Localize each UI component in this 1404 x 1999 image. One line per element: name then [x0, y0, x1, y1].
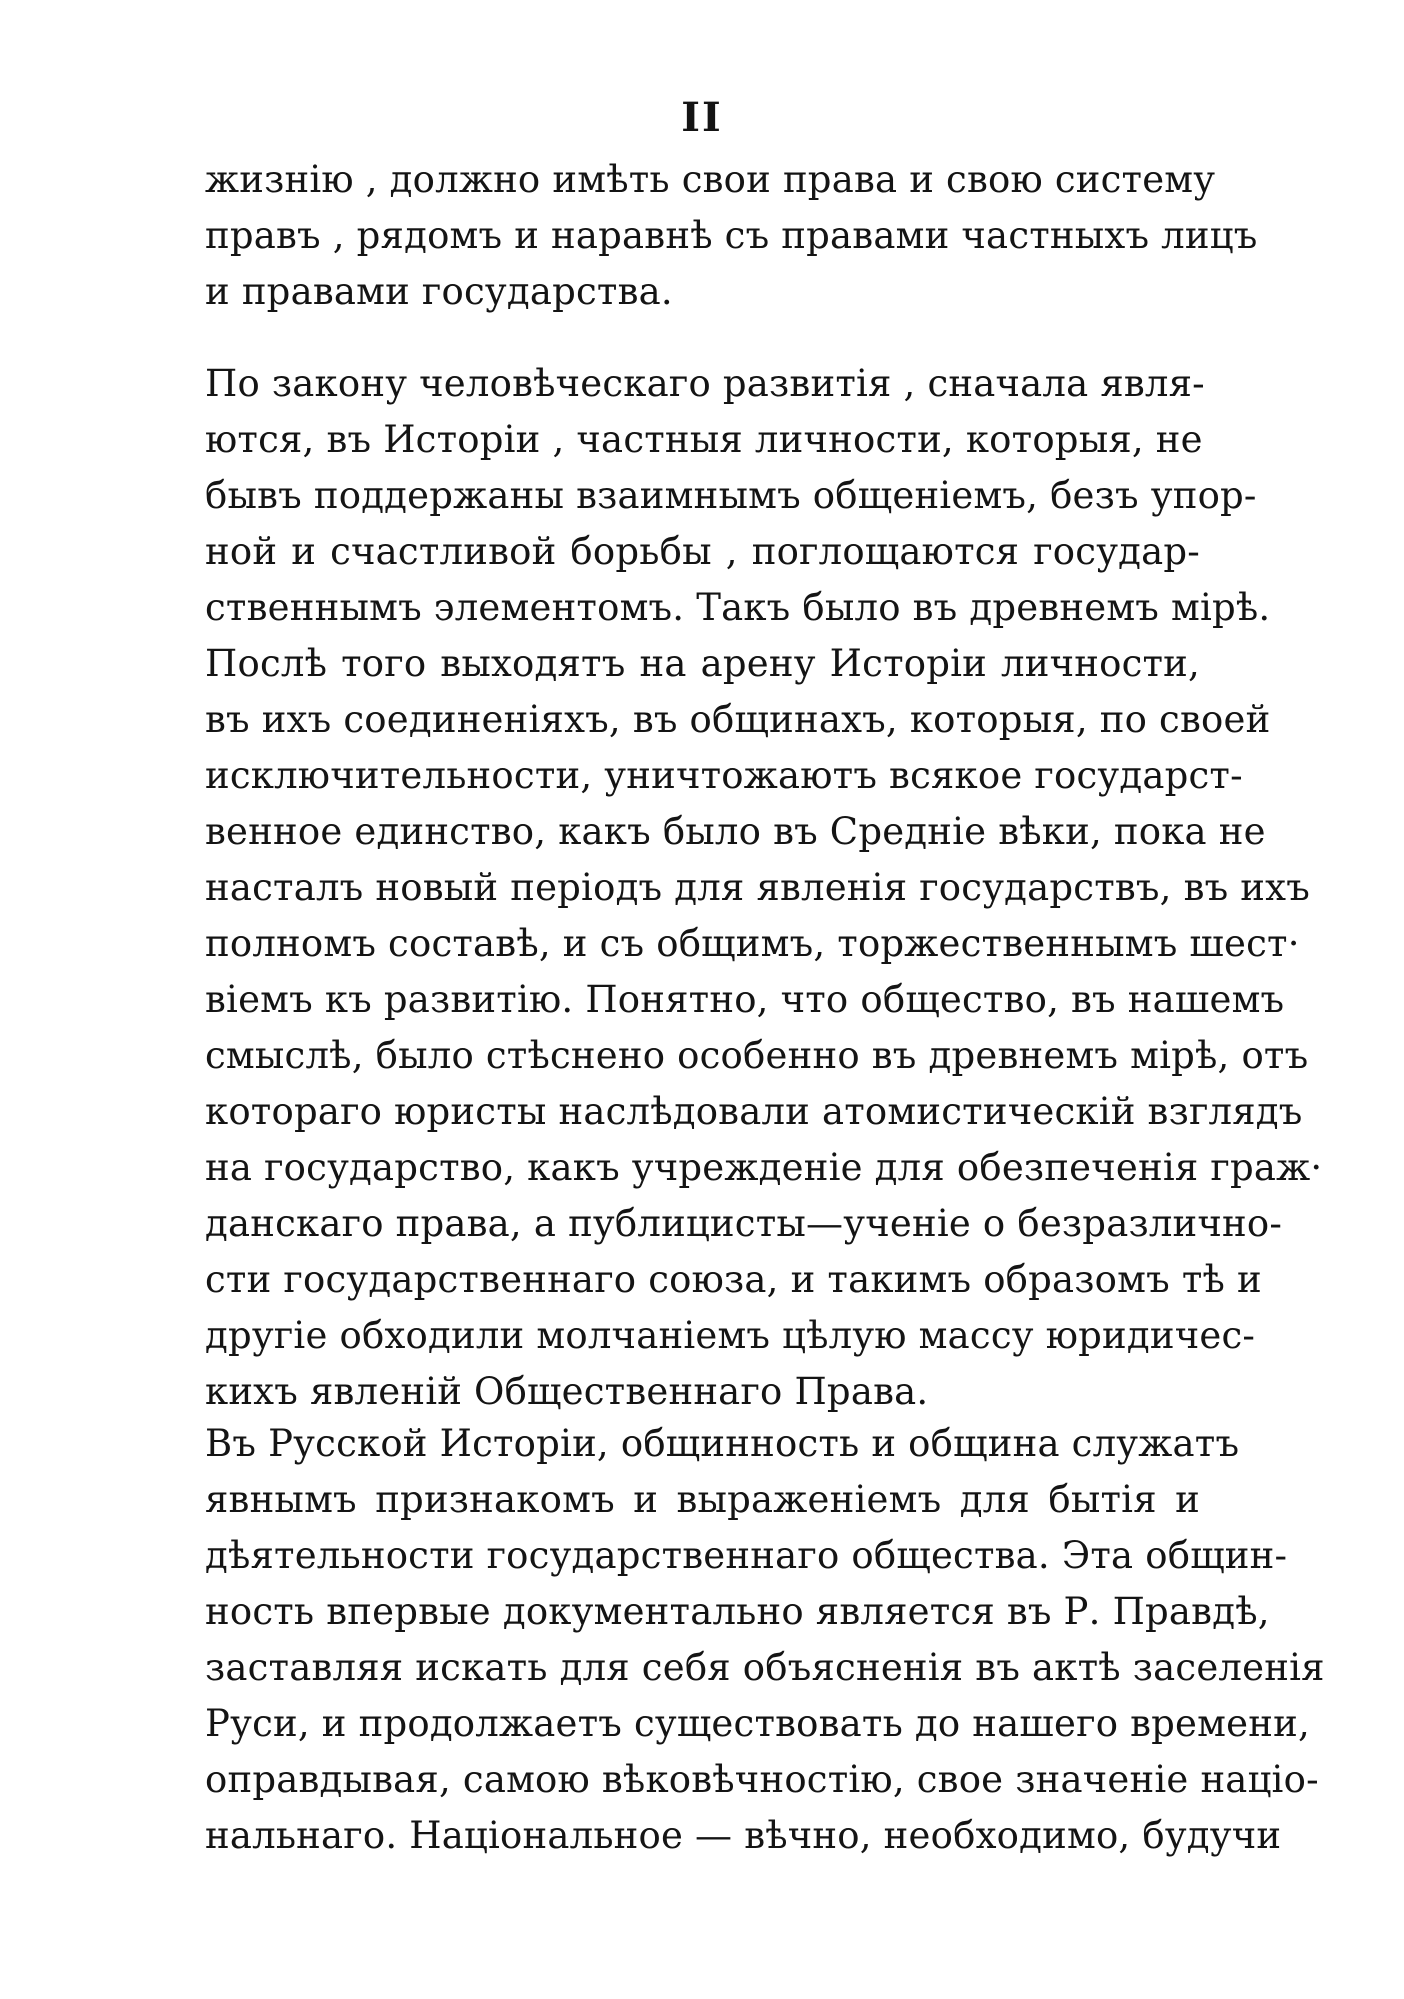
text-line: на государство, какъ учрежденіе для обезпеченія граж· — [205, 1146, 1323, 1189]
text-line: правъ , рядомъ и наравнѣ съ правами частныхъ лицъ — [205, 214, 1258, 257]
text-line: заставляя искать для себя объясненія въ актѣ заселенія — [205, 1646, 1325, 1689]
page-number: II — [681, 94, 723, 141]
paragraph-2 — [205, 356, 1323, 1420]
text-line: смыслѣ, было стѣснено особенно въ древнемъ мірѣ, отъ — [205, 1034, 1309, 1077]
text-line: ются, въ Исторіи , частныя личности, которыя, не — [205, 418, 1203, 461]
text-line: оправдывая, самою вѣковѣчностію, свое значеніе націо- — [205, 1758, 1319, 1801]
text-line: полномъ составѣ, и съ общимъ, торжественнымъ шест· — [205, 922, 1300, 965]
text-line: ность впервые документально является въ Р. Правдѣ, — [205, 1590, 1270, 1633]
text-line: венное единство, какъ было въ Средніе вѣки, пока не — [205, 810, 1266, 853]
text-line: дѣятельности государственнаго общества. Эта общин- — [205, 1534, 1288, 1577]
text-line: явнымъ признакомъ и выраженіемъ для бытія и — [205, 1478, 1200, 1521]
text-line: бывъ поддержаны взаимнымъ общеніемъ, безъ упор- — [205, 474, 1257, 517]
text-line: кихъ явленій Общественнаго Права. — [205, 1370, 929, 1413]
text-line: Въ Русской Исторіи, общинность и община служатъ — [205, 1422, 1240, 1465]
text-line: нальнаго. Національное — вѣчно, необходимо, будучи — [205, 1814, 1282, 1857]
text-line: віемъ къ развитію. Понятно, что общество, въ нашемъ — [205, 978, 1285, 1021]
text-line: насталъ новый періодъ для явленія государствъ, въ ихъ — [205, 866, 1310, 909]
paragraph-3 — [205, 1416, 1325, 1864]
text-line: другіе обходили молчаніемъ цѣлую массу юридичес- — [205, 1314, 1256, 1357]
text-line: ственнымъ элементомъ. Такъ было въ древнемъ мірѣ. — [205, 586, 1271, 629]
text-line: сти государственнаго союза, и такимъ образомъ тѣ и — [205, 1258, 1262, 1301]
text-line: котораго юристы наслѣдовали атомистическій взглядъ — [205, 1090, 1303, 1133]
paragraph-1 — [205, 152, 1258, 320]
text-line: По закону человѣческаго развитія , сначала явля- — [205, 362, 1205, 405]
text-line: въ ихъ соединеніяхъ, въ общинахъ, которыя, по своей — [205, 698, 1271, 741]
text-line: ной и счастливой борьбы , поглощаются государ- — [205, 530, 1200, 573]
text-line: жизнію , должно имѣть свои права и свою систему — [205, 158, 1216, 201]
text-line: данскаго права, а публицисты—ученіе о безразлично- — [205, 1202, 1283, 1245]
text-line: Послѣ того выходятъ на арену Исторіи личности, — [205, 642, 1200, 685]
text-line: Руси, и продолжаетъ существовать до нашего времени, — [205, 1702, 1310, 1745]
text-line: исключительности, уничтожаютъ всякое государст- — [205, 754, 1243, 797]
text-line: и правами государства. — [205, 270, 673, 313]
